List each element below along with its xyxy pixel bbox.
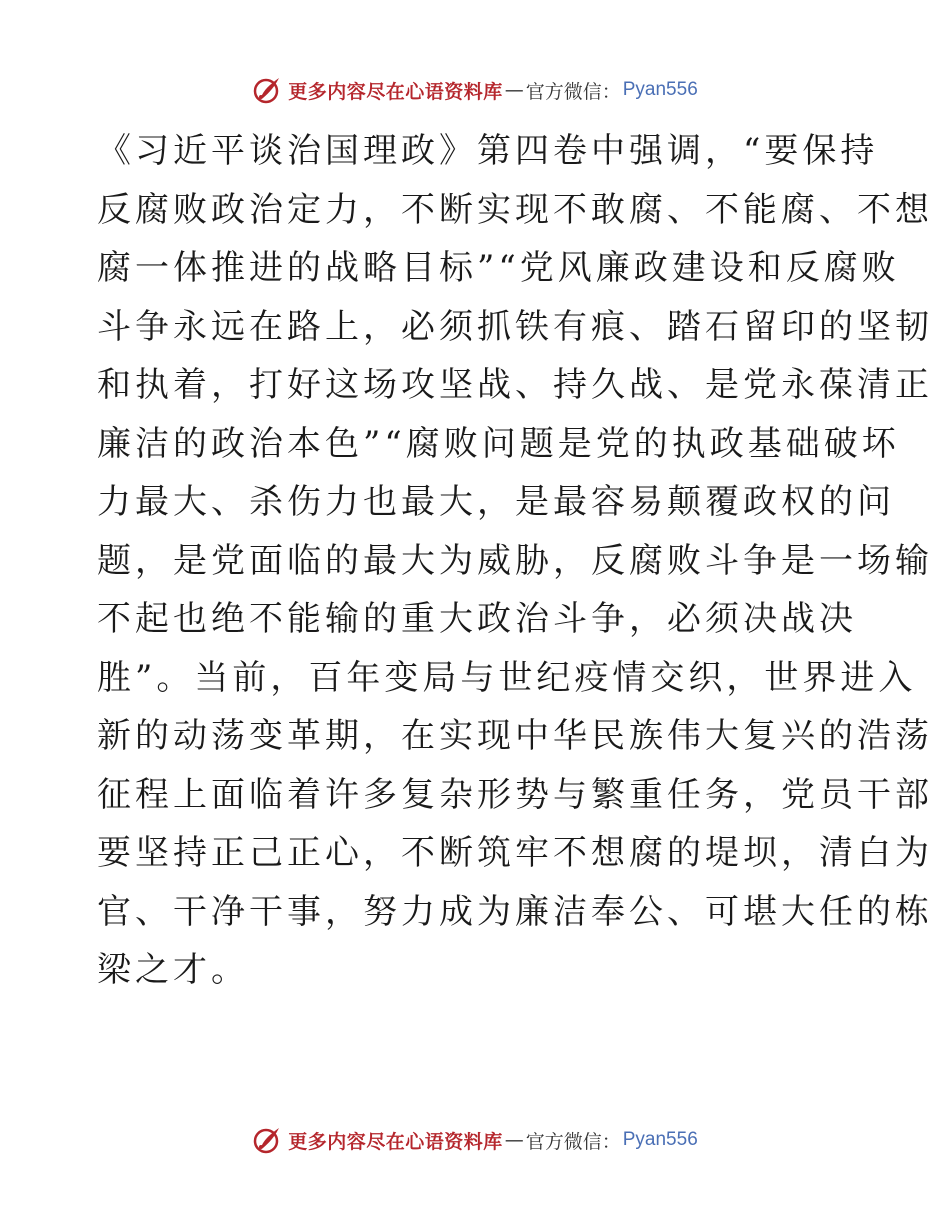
text-line: 不起也绝不能输的重大政治斗争，必须决战决 — [97, 599, 857, 639]
text-line: 新的动荡变革期，在实现中华民族伟大复兴的浩荡 — [97, 716, 933, 756]
text-line: 要坚持正己正心，不断筑牢不想腐的堤坝，清白为 — [97, 833, 933, 873]
banner-separator: — — [504, 79, 524, 101]
text-line: 腐一体推进的战略目标”“党风廉政建设和反腐败 — [97, 248, 900, 288]
text-line: 斗争永远在路上，必须抓铁有痕、踏石留印的坚韧 — [97, 306, 933, 347]
footer-banner — [0, 1120, 950, 1160]
text-line: 征程上面临着许多复杂形势与繁重任务，党员干部 — [97, 774, 933, 815]
text-line: 和执着，打好这场攻坚战、持久战、是党永葆清正 — [97, 365, 933, 405]
banner-separator: — — [504, 1129, 524, 1151]
banner-wechat-id: Pyan556 — [622, 1129, 698, 1150]
text-line: 官、干净干事，努力成为廉洁奉公、可堪大任的栋 — [97, 891, 933, 932]
header-banner — [0, 70, 950, 110]
text-line: 《习近平谈治国理政》第四卷中强调，“要保持 — [97, 131, 879, 171]
article-body — [97, 122, 933, 1000]
text-line: 题，是党面临的最大为威胁，反腐败斗争是一场输 — [97, 540, 933, 581]
quill-ink-logo-icon — [252, 1125, 282, 1155]
text-line: 反腐败政治定力，不断实现不敢腐、不能腐、不想 — [97, 189, 933, 230]
banner-wechat-id: Pyan556 — [622, 79, 698, 100]
text-line: 梁之才。 — [97, 950, 249, 990]
text-line: 力最大、杀伤力也最大，是最容易颠覆政权的问 — [97, 482, 895, 522]
text-line: 胜”。当前，百年变局与世纪疫情交织，世界进入 — [97, 657, 917, 698]
quill-ink-logo-icon — [252, 75, 282, 105]
banner-brand-text: 更多内容尽在心语资料库 — [288, 1130, 503, 1153]
banner-wechat-label: 官方微信： — [525, 1130, 621, 1153]
banner-wechat-label: 官方微信： — [525, 80, 621, 103]
text-line: 廉洁的政治本色”“腐败问题是党的执政基础破坏 — [97, 423, 900, 464]
banner-brand-text: 更多内容尽在心语资料库 — [288, 80, 503, 103]
